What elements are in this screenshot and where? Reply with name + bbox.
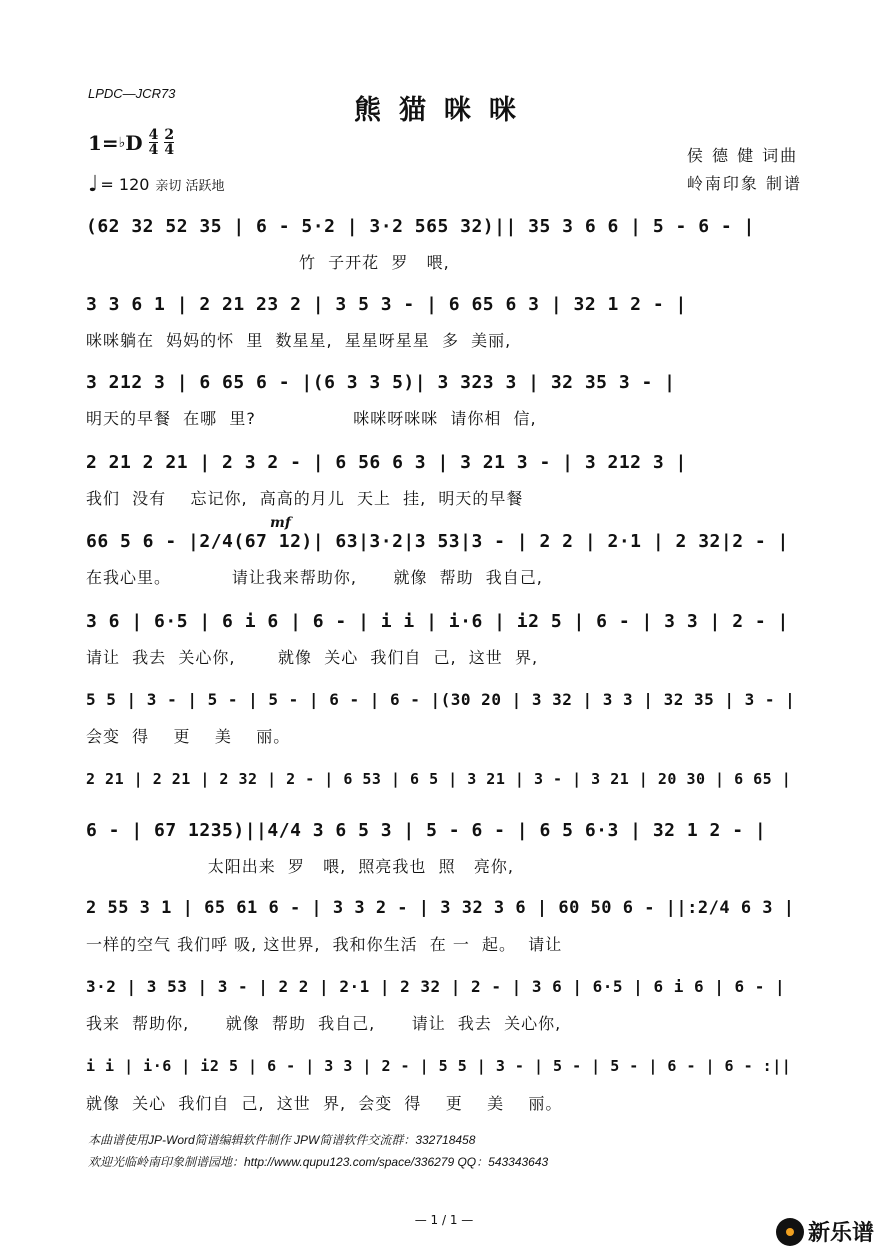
score-lyrics-row: 我们 没有 忘记你, 高高的月儿 天上 挂, 明天的早餐 — [86, 489, 524, 508]
composer: 侯 德 健 词曲 — [686, 146, 799, 165]
score-notes-row: 5 5 | 3 - | 5 - | 5 - | 6 - | 6 - |(30 20 | 3 32 | 3 3 | 32 35 | 3 - | — [86, 690, 796, 709]
footer-line-1: 本曲谱使用JP-Word简谱编辑软件制作 JPW简谱软件交流群：332718458 — [88, 1133, 476, 1147]
score-lyrics-row: 就像 关心 我们自 己, 这世 界, 会变 得 更 美 丽。 — [86, 1094, 563, 1113]
score-notes-row: 66 5 6 - |2/4(67 12)| 63|3·2|3 53|3 - | 2 2 | 2·1 | 2 32|2 - | — [86, 531, 789, 552]
score-notes-row: 2 21 2 21 | 2 3 2 - | 6 56 6 3 | 3 21 3 - | 3 212 3 | — [86, 452, 687, 473]
time-signature-2 — [164, 128, 174, 157]
score-lyrics-row: 会变 得 更 美 丽。 — [86, 727, 291, 746]
score-notes-row: 3·2 | 3 53 | 3 - | 2 2 | 2·1 | 2 32 | 2 - | 3 6 | 6·5 | 6 i 6 | 6 - | — [86, 977, 786, 996]
score-notes-row: 2 55 3 1 | 65 61 6 - | 3 3 2 - | 3 32 3 6 | 60 50 6 - ||:2/4 6 3 | — [86, 898, 795, 918]
score-notes-row: 2 21 | 2 21 | 2 32 | 2 - | 6 53 | 6 5 | 3 21 | 3 - | 3 21 | 20 30 | 6 65 | — [86, 770, 792, 788]
key-signature — [88, 128, 174, 157]
score-lyrics-row: 明天的早餐 在哪 里? 咪咪呀咪咪 请你相 信, — [86, 409, 537, 428]
time2-bottom: 4 — [164, 142, 175, 158]
time-signature-1 — [149, 128, 159, 157]
flat-icon: ♭ — [118, 134, 126, 151]
credits — [687, 142, 802, 198]
score-lyrics-row: 太阳出来 罗 喂, 照亮我也 照 亮你, — [86, 857, 514, 876]
score-lyrics-row: 竹 子开花 罗 喂, — [86, 253, 450, 272]
score-lyrics-row: 在我心里。 请让我来帮助你, 就像 帮助 我自己, — [86, 568, 543, 587]
score-notes-row: 3 3 6 1 | 2 21 23 2 | 3 5 3 - | 6 65 6 3 | 32 1 2 - | — [86, 294, 687, 315]
score-code: LPDC—JCR73 — [88, 86, 176, 101]
footer-line-2: 欢迎光临岭南印象制谱园地：http://www.qupu123.com/space/336279 QQ：543343643 — [88, 1155, 549, 1169]
page-title: 熊猫咪咪 — [354, 95, 534, 126]
key-prefix: 1= — [88, 130, 119, 155]
page-number: — 1 / 1 — — [414, 1213, 474, 1227]
key-note: D — [125, 130, 143, 155]
score-lyrics-row: 请让 我去 关心你, 就像 关心 我们自 己, 这世 界, — [86, 648, 539, 667]
quarter-note-icon: ♩ — [88, 172, 99, 197]
score-notes-row: i i | i·6 | i2 5 | 6 - | 3 3 | 2 - | 5 5 | 3 - | 5 - | 5 - | 6 - | 6 - :|| — [86, 1057, 792, 1075]
record-disc-icon — [776, 1218, 804, 1246]
logo-text: 新乐谱 — [807, 1221, 874, 1246]
score-lyrics-row: 一样的空气 我们呼 吸, 这世界, 我和你生活 在 一 起。 请让 — [86, 935, 563, 954]
score-notes-row: 3 212 3 | 6 65 6 - |(6 3 3 5)| 3 323 3 | 32 35 3 - | — [86, 372, 676, 393]
arranger: 岭南印象 制谱 — [686, 174, 802, 193]
dynamic-mark: mf — [270, 515, 291, 531]
time2-top: 2 — [164, 127, 175, 143]
score-notes-row: (62 32 52 35 | 6 - 5·2 | 3·2 565 32)|| 35 3 6 6 | 5 - 6 - | — [86, 216, 755, 237]
score-notes-row: 6 - | 67 1235)||4/4 3 6 5 3 | 5 - 6 - | 6 5 6·3 | 32 1 2 - | — [86, 820, 767, 841]
mood-text: 亲切 活跃地 — [155, 179, 225, 194]
score-lyrics-row: 咪咪躺在 妈妈的怀 里 数星星, 星星呀星星 多 美丽, — [86, 331, 512, 350]
score-lyrics-row: 我来 帮助你, 就像 帮助 我自己, 请让 我去 关心你, — [86, 1014, 562, 1033]
score-notes-row: 3 6 | 6·5 | 6 i 6 | 6 - | i i | i·6 | i2 5 | 6 - | 3 3 | 2 - | — [86, 611, 789, 632]
time1-top: 4 — [148, 127, 159, 143]
tempo-value: = 120 — [100, 175, 150, 194]
site-logo — [776, 1216, 874, 1247]
time1-bottom: 4 — [148, 142, 159, 158]
tempo-marking — [88, 172, 225, 197]
